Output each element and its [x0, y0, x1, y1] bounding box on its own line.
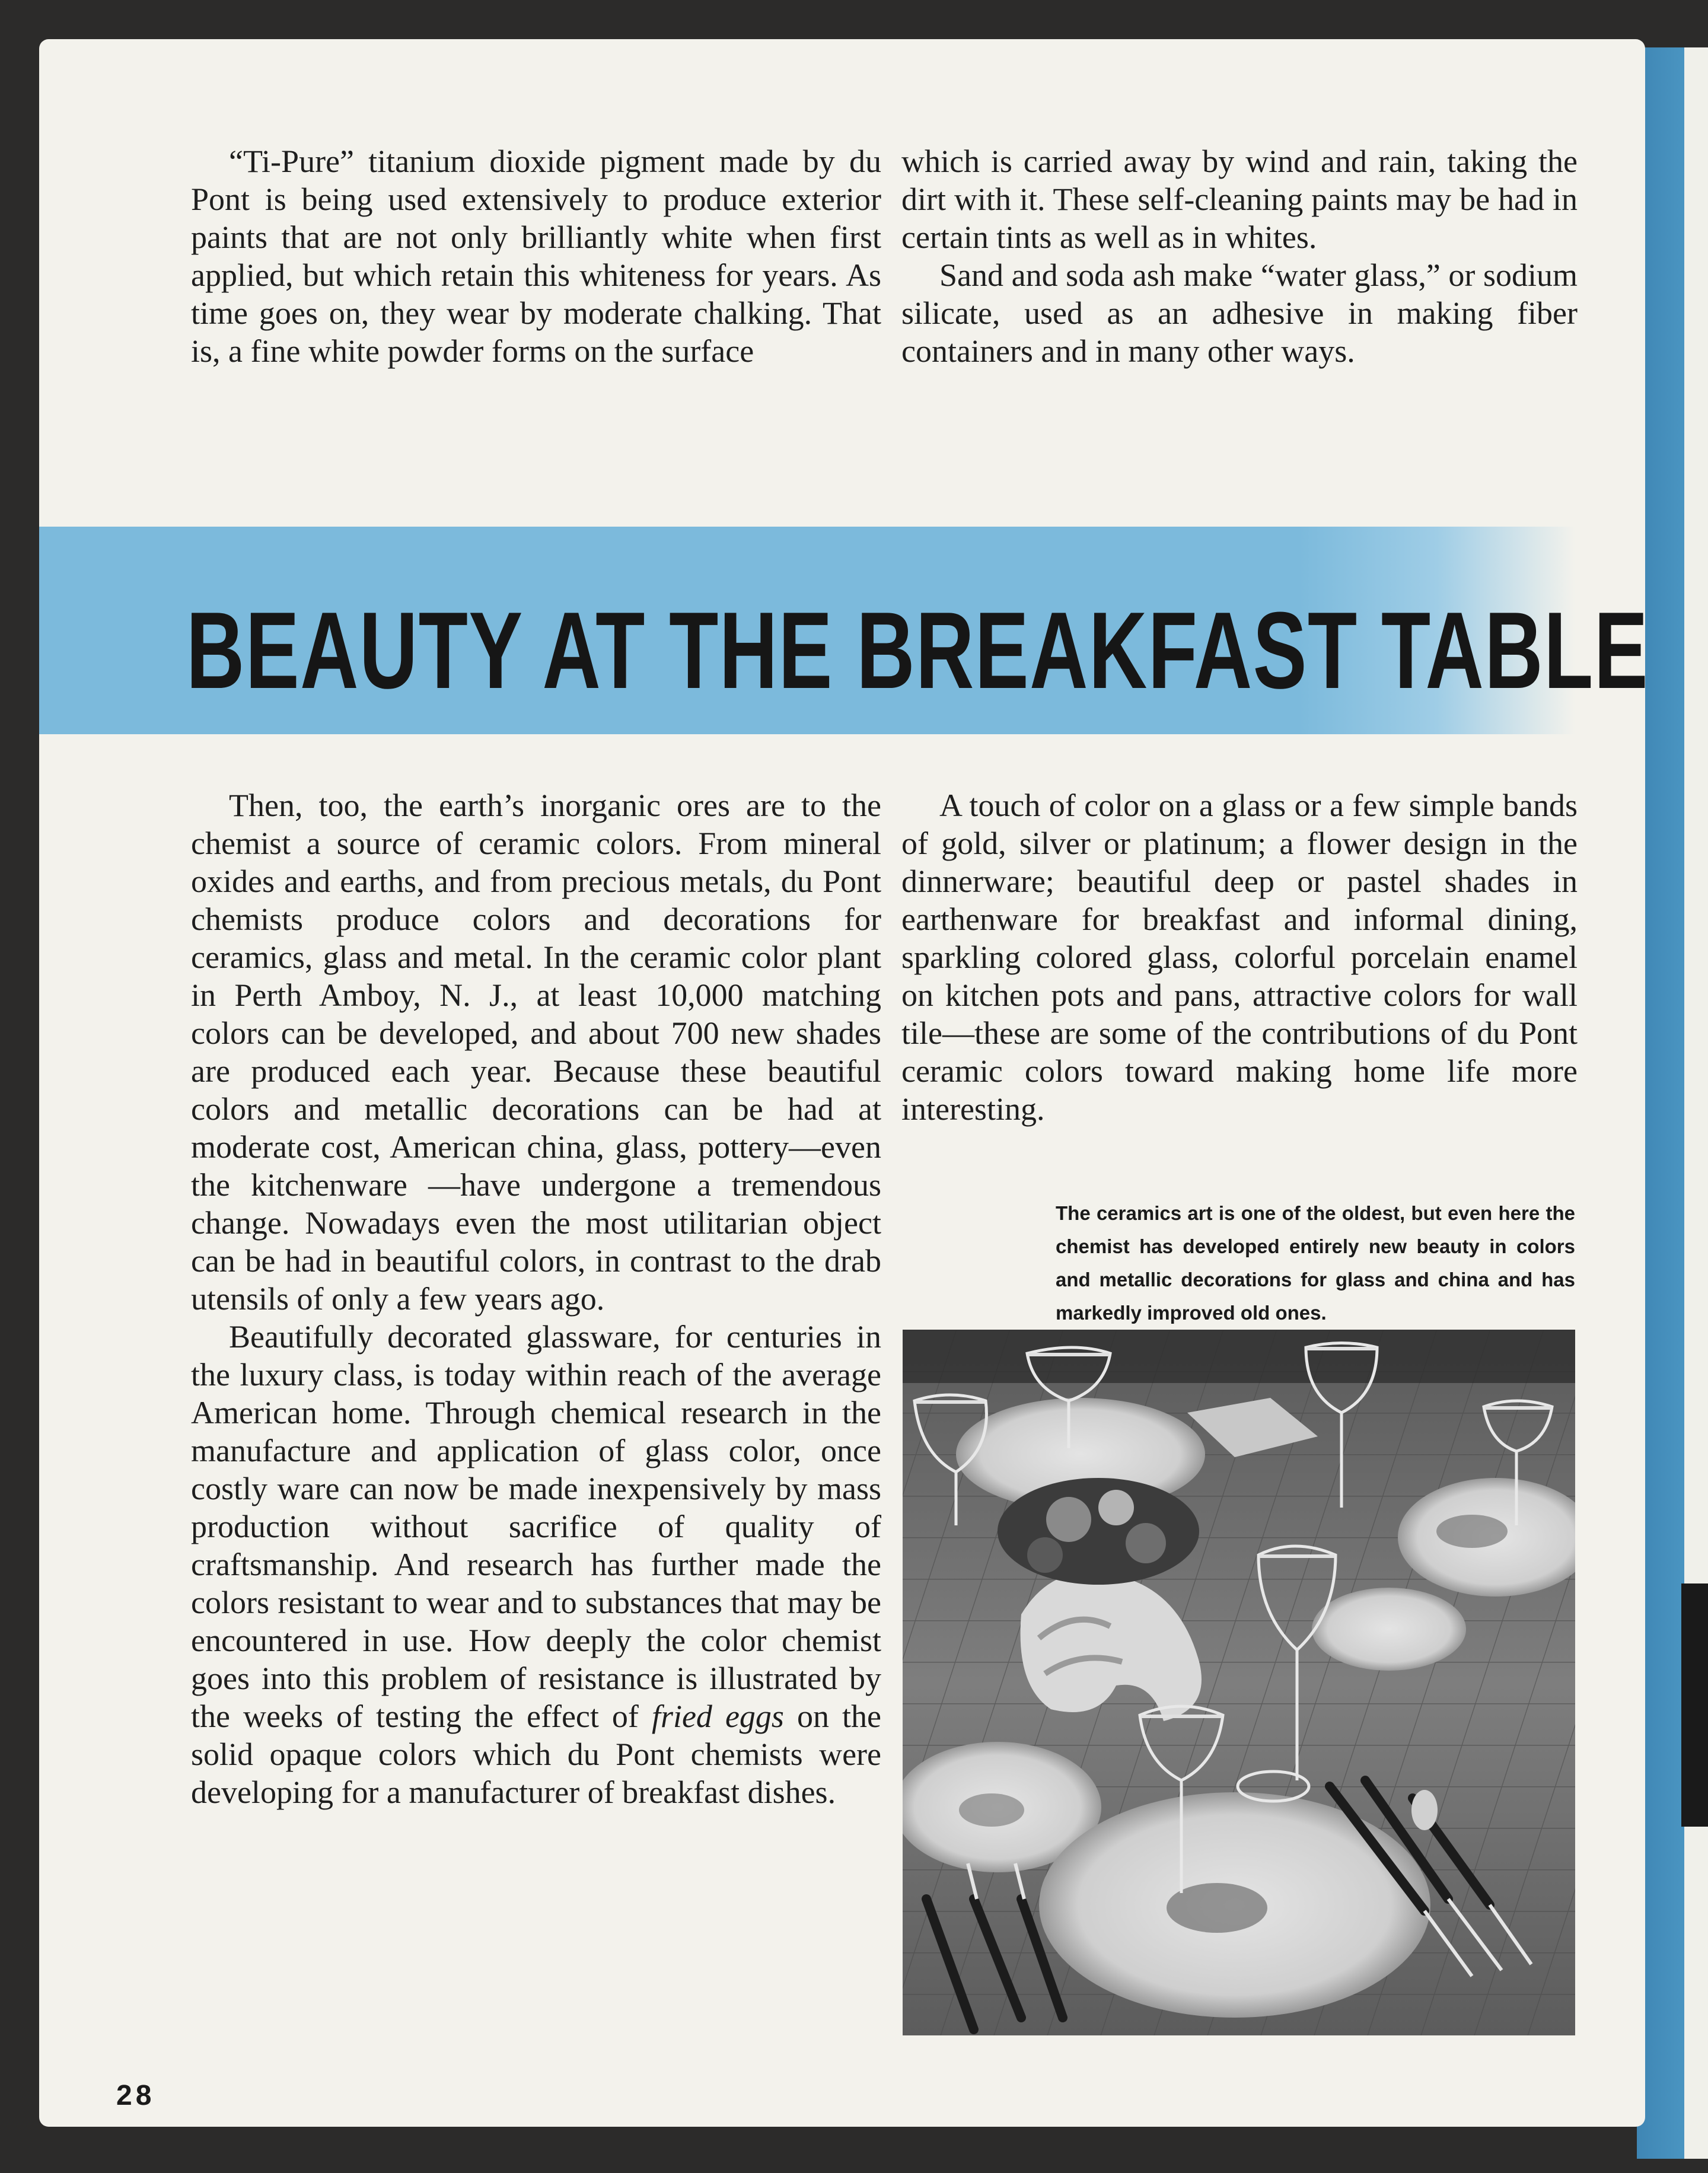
top-right-paragraph-2: Sand and soda ash make “water glass,” or sodium silicate, used as an adhesive in making fiber containers and in many other ways.	[901, 257, 1578, 369]
page-edge-strip	[1684, 47, 1708, 2159]
page-number: 28	[116, 2080, 155, 2111]
italic-phrase: fried eggs	[651, 1699, 784, 1734]
left-paragraph-2-text: Beautifully decorated glassware, for centuries in the luxury class, is today within reach of the average American home. Through chemical research in the manufacture and application of glass color, once costly ware can now be made inexpensively by mass production without sacrifice of quality of craftsmanship. And research has further made the colors resistant to wear and to substances that may be encountered in use. How deeply the color chemist goes into this problem of resistance is illustrated by the weeks of testing the effect of	[191, 1319, 881, 1734]
left-paragraph-2-end: on the solid opaque colors which du Pont chemists were developing for a manufacturer of breakfast dishes.	[191, 1699, 881, 1810]
left-paragraph-2	[191, 1318, 881, 1811]
page-edge-black-block	[1681, 1583, 1708, 1827]
table-setting-illustration	[903, 1330, 1575, 2035]
next-page-edge	[1637, 47, 1708, 2159]
photo-caption: The ceramics art is one of the oldest, but even here the chemist has developed entirely new beauty in colors and metallic decorations for glass and china and has markedly improved old ones.	[1056, 1202, 1575, 1324]
top-right-column	[901, 142, 1578, 370]
top-left-paragraph: “Ti-Pure” titanium dioxide pigment made by du Pont is being used extensively to produce exterior paints that are not only brilliantly white when first applied, but which retain this whiteness for years. As time goes on, they wear by moderate chalking. That is, a fine white powder forms on the surface	[191, 144, 881, 369]
right-paragraph-1: A touch of color on a glass or a few simple bands of gold, silver or platinum; a flower design in the dinnerware; beautiful deep or pastel shades in earthenware for breakfast and informal dining, sparkling colored glass, colorful porcelain enamel on kitchen pots and pans, attractive colors for wall tile—these are some of the contributions of du Pont ceramic colors toward making home life more interesting.	[901, 788, 1578, 1127]
left-column	[191, 786, 881, 1811]
document-page	[39, 39, 1649, 2127]
section-title: BEAUTY AT THE BREAKFAST TABLE	[186, 589, 1649, 711]
top-right-paragraph-1: which is carried away by wind and rain, taking the dirt with it. These self-cleaning paints may be had in certain tints as well as in whites.	[901, 144, 1578, 255]
right-column	[901, 786, 1578, 1128]
table-setting-photo	[903, 1330, 1575, 2035]
left-paragraph-1: Then, too, the earth’s inorganic ores are to the chemist a source of ceramic colors. From mineral oxides and earths, and from precious metals, du Pont chemists produce colors and decorations for ceramics, glass and metal. In the ceramic color plant in Perth Amboy, N. J., at least 10,000 matching colors can be developed, and about 700 new shades are produced each year. Because these beautiful colors and metallic decorations can be had at moderate cost, American china, glass, pottery—even the kitchenware —have undergone a tremendous change. Nowadays even the most utilitarian object can be had in beautiful colors, in contrast to the drab utensils of only a few years ago.	[191, 788, 881, 1317]
top-left-column	[191, 142, 881, 370]
